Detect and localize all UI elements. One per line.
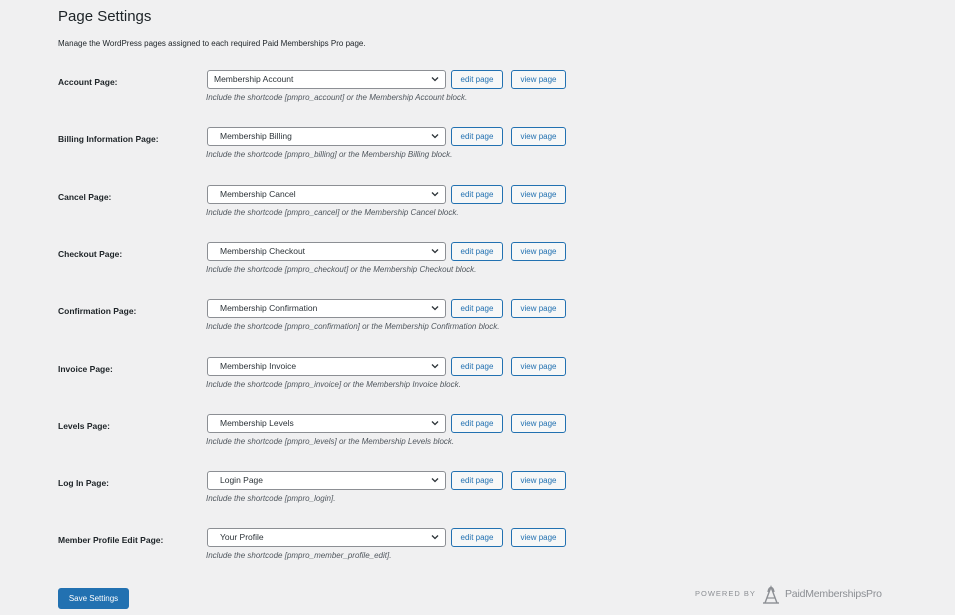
select-value: Membership Billing [220, 131, 292, 141]
chevron-down-icon [430, 418, 440, 428]
select-value: Your Profile [220, 532, 264, 542]
shortcode-hint: Include the shortcode [pmpro_checkout] or the Membership Checkout block. [206, 265, 477, 274]
edit-page-button[interactable]: edit page [451, 414, 503, 433]
member-profile-edit-page-select[interactable] [207, 528, 446, 547]
pmpro-logo-icon [761, 583, 781, 605]
chevron-down-icon [430, 475, 440, 485]
row-label: Levels Page: [58, 421, 110, 431]
view-page-button[interactable]: view page [511, 471, 566, 490]
setting-row-confirmation [0, 299, 955, 339]
edit-page-button[interactable]: edit page [451, 471, 503, 490]
shortcode-hint: Include the shortcode [pmpro_login]. [206, 494, 336, 503]
edit-page-button[interactable]: edit page [451, 70, 503, 89]
edit-page-button[interactable]: edit page [451, 127, 503, 146]
setting-row-billing [0, 127, 955, 167]
view-page-button[interactable]: view page [511, 299, 566, 318]
chevron-down-icon [430, 246, 440, 256]
view-page-button[interactable]: view page [511, 70, 566, 89]
edit-page-button[interactable]: edit page [451, 185, 503, 204]
select-value: Membership Invoice [220, 361, 297, 371]
chevron-down-icon [430, 74, 440, 84]
setting-row-levels [0, 414, 955, 454]
select-value: Login Page [220, 475, 264, 485]
view-page-button[interactable]: view page [511, 528, 566, 547]
setting-row-login [0, 471, 955, 511]
view-page-button[interactable]: view page [511, 357, 566, 376]
shortcode-hint: Include the shortcode [pmpro_member_profile_edit]. [206, 551, 392, 560]
select-value: Membership Levels [220, 418, 294, 428]
select-value: Membership Checkout [220, 246, 306, 256]
setting-row-checkout [0, 242, 955, 282]
pmpro-brand-text: PaidMembershipsPro [785, 588, 882, 600]
chevron-down-icon [430, 131, 440, 141]
view-page-button[interactable]: view page [511, 185, 566, 204]
select-value: Membership Confirmation [220, 303, 318, 313]
page-description: Manage the WordPress pages assigned to each required Paid Memberships Pro page. [58, 39, 366, 48]
edit-page-button[interactable]: edit page [451, 528, 503, 547]
account-page-select[interactable] [207, 70, 446, 89]
save-settings-button[interactable]: Save Settings [58, 588, 129, 609]
billing-page-select[interactable] [207, 127, 446, 146]
chevron-down-icon [430, 189, 440, 199]
row-label: Cancel Page: [58, 192, 112, 202]
page-title: Page Settings [58, 8, 152, 25]
powered-by-label: POWERED BY [695, 589, 756, 598]
chevron-down-icon [430, 532, 440, 542]
shortcode-hint: Include the shortcode [pmpro_invoice] or the Membership Invoice block. [206, 380, 461, 389]
invoice-page-select[interactable] [207, 357, 446, 376]
chevron-down-icon [430, 361, 440, 371]
shortcode-hint: Include the shortcode [pmpro_levels] or the Membership Levels block. [206, 437, 455, 446]
shortcode-hint: Include the shortcode [pmpro_billing] or the Membership Billing block. [206, 150, 453, 159]
row-label: Checkout Page: [58, 249, 123, 259]
edit-page-button[interactable]: edit page [451, 357, 503, 376]
confirmation-page-select[interactable] [207, 299, 446, 318]
view-page-button[interactable]: view page [511, 414, 566, 433]
setting-row-account [0, 70, 955, 110]
powered-by-pmpro [695, 583, 895, 607]
setting-row-cancel [0, 185, 955, 225]
login-page-select[interactable] [207, 471, 446, 490]
chevron-down-icon [430, 303, 440, 313]
setting-row-invoice [0, 357, 955, 397]
row-label: Log In Page: [58, 478, 109, 488]
cancel-page-select[interactable] [207, 185, 446, 204]
row-label: Invoice Page: [58, 364, 113, 374]
select-value: Membership Account [214, 74, 294, 84]
row-label: Account Page: [58, 77, 118, 87]
edit-page-button[interactable]: edit page [451, 242, 503, 261]
shortcode-hint: Include the shortcode [pmpro_confirmation] or the Membership Confirmation block. [206, 322, 500, 331]
view-page-button[interactable]: view page [511, 127, 566, 146]
edit-page-button[interactable]: edit page [451, 299, 503, 318]
row-label: Billing Information Page: [58, 134, 159, 144]
setting-row-member-profile-edit [0, 528, 955, 568]
row-label: Member Profile Edit Page: [58, 535, 164, 545]
shortcode-hint: Include the shortcode [pmpro_account] or the Membership Account block. [206, 93, 468, 102]
shortcode-hint: Include the shortcode [pmpro_cancel] or the Membership Cancel block. [206, 208, 459, 217]
checkout-page-select[interactable] [207, 242, 446, 261]
levels-page-select[interactable] [207, 414, 446, 433]
row-label: Confirmation Page: [58, 306, 137, 316]
view-page-button[interactable]: view page [511, 242, 566, 261]
select-value: Membership Cancel [220, 189, 296, 199]
